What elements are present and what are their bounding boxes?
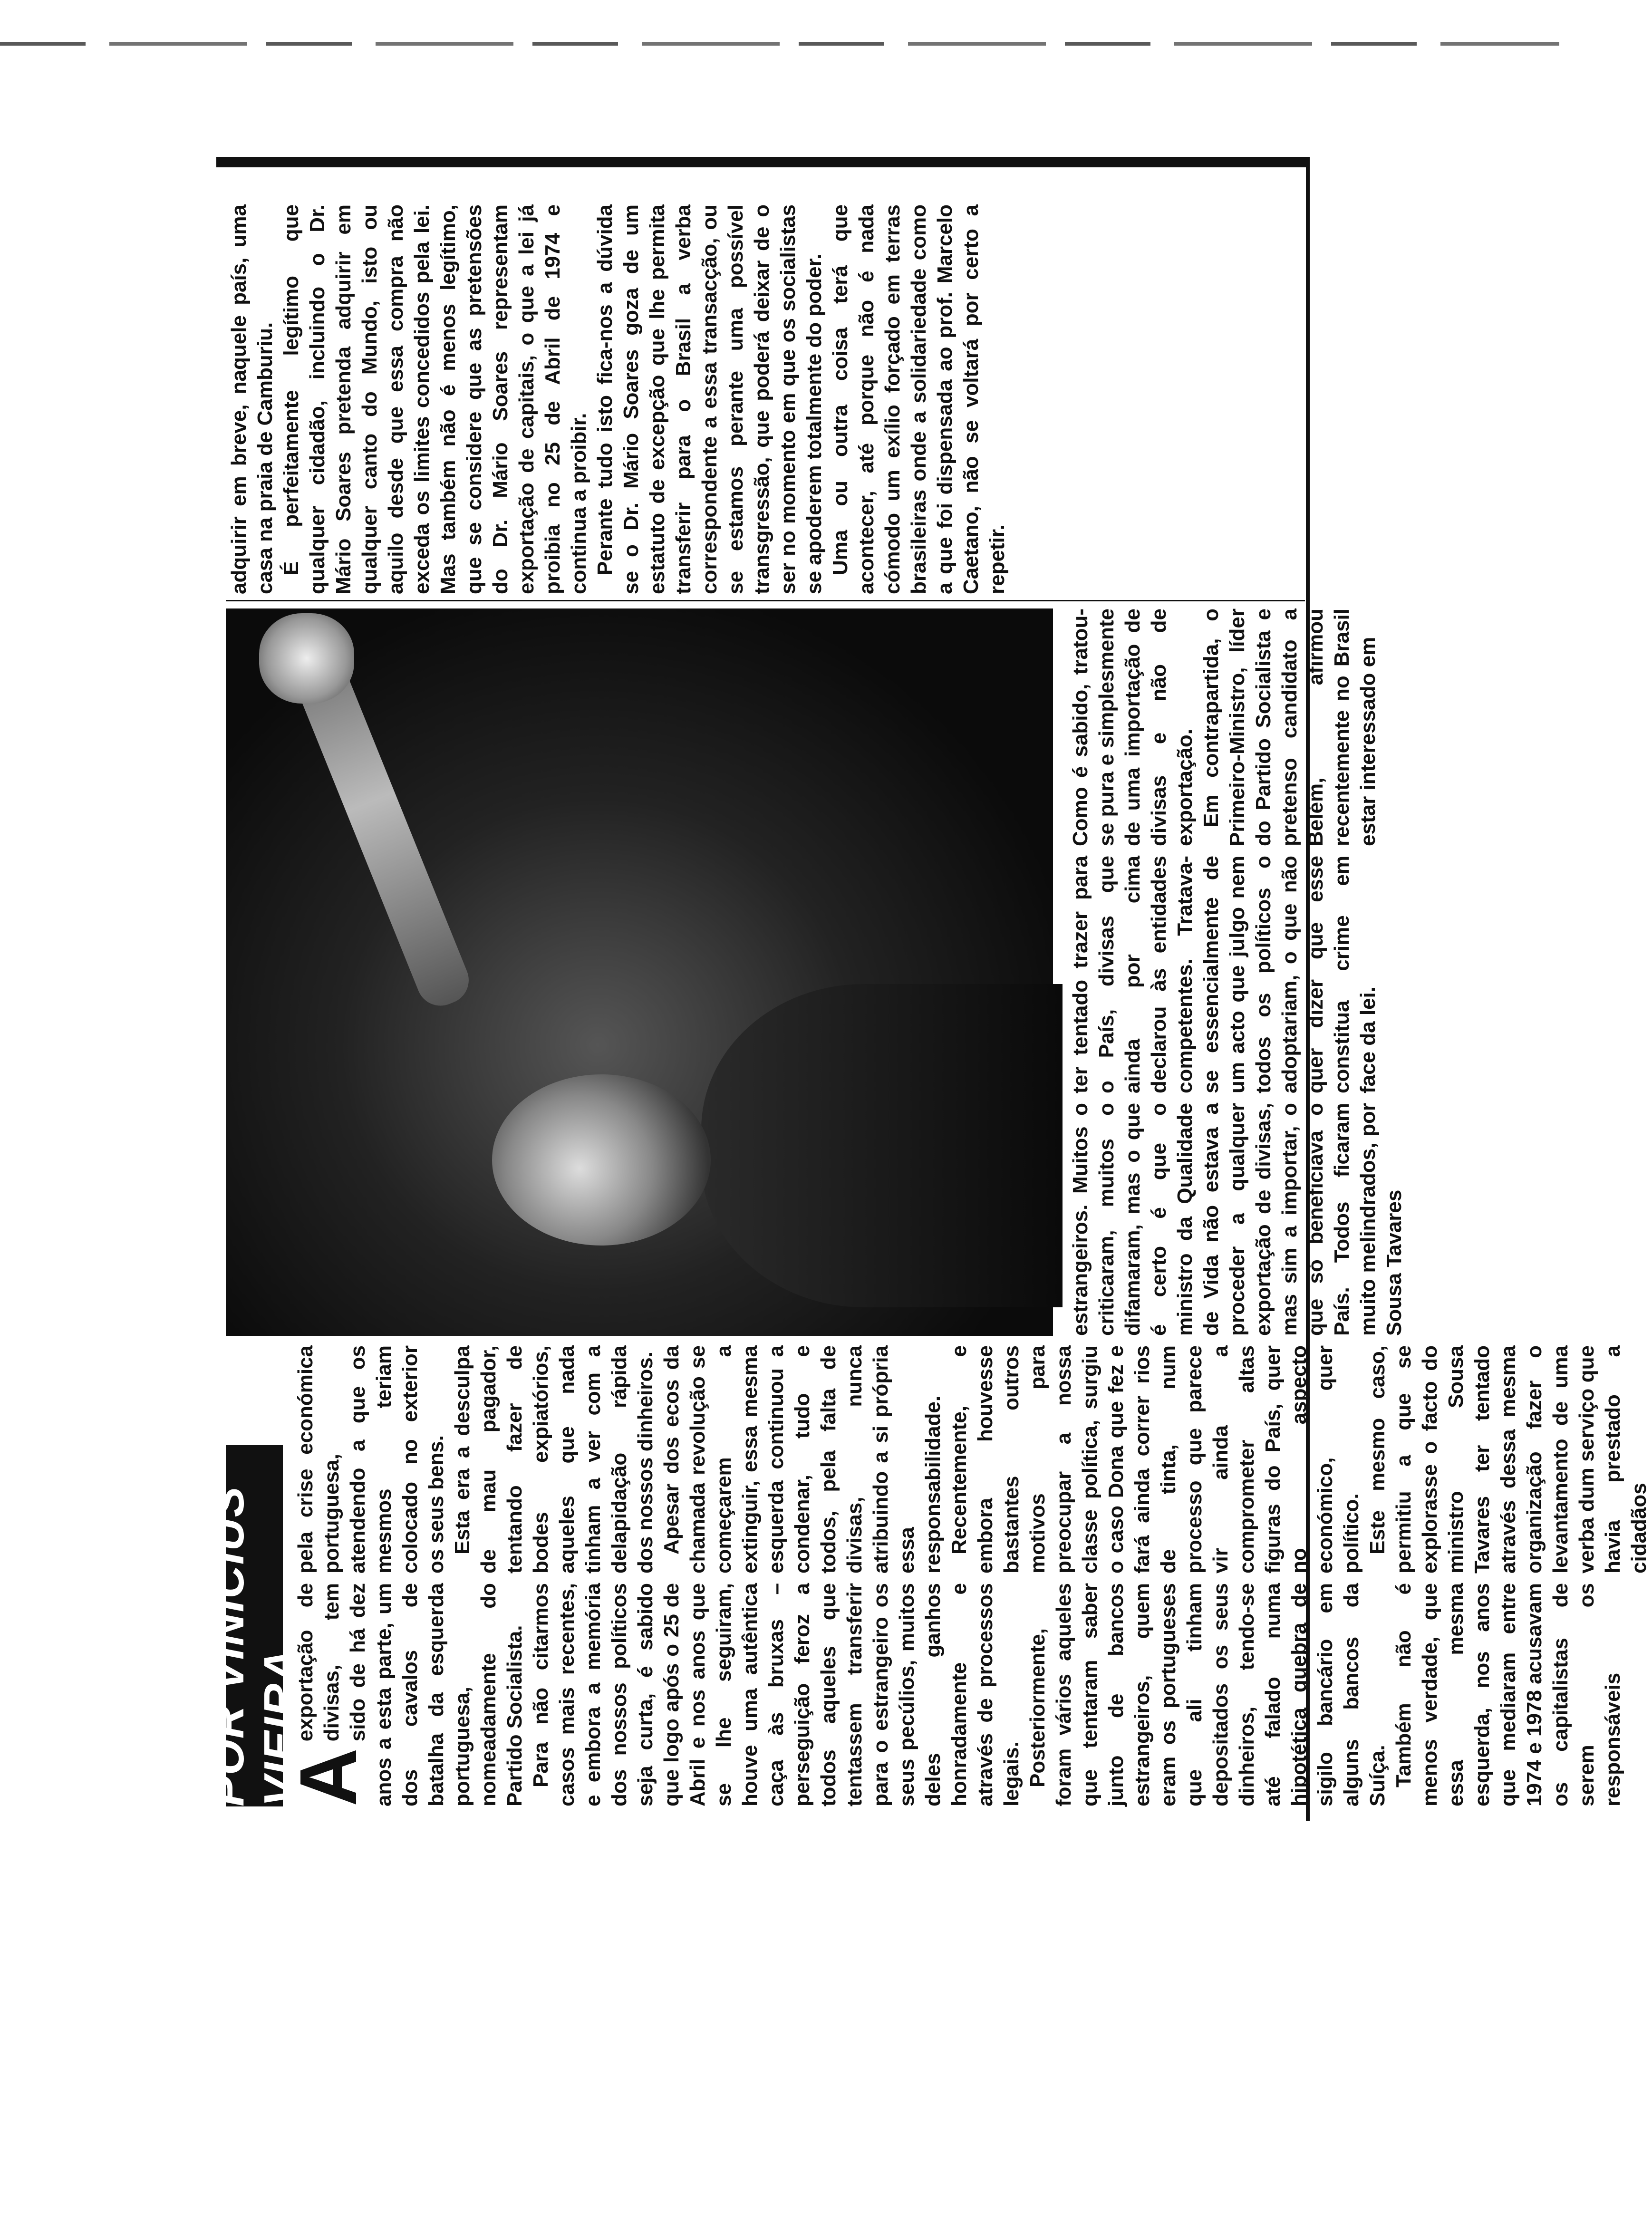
article-column-3 (1067, 1103, 1406, 1336)
newspaper-clipping (203, 157, 1651, 1821)
paragraph: ter tentado trazer para o País, divisas que ainda por cima declarou às entidades competentes. Tratava-se essencialmente de um acto que julgo nem todos os políticos o adoptariam, o que não quer dizer que esse constitua crime em face da lei. (1069, 856, 1380, 1093)
byline: POR VINÍCIUS VIEIRA (226, 1445, 283, 1806)
paragraph: adquirir em breve, naquele país, uma casa na praia de Camburiu. (227, 204, 277, 594)
article-column-5 (1067, 608, 1380, 846)
paragraph: Recentemente, e embora houvesse bastantes outros motivos para preocupar a nossa classe política, surgiu o caso Dona que fez e fará ainda correr rios de tinta, num processo que parece vir ainda a comprometer altas figuras do País, quer no aspecto económico, quer político. (947, 1345, 1363, 1574)
photo-figure-body (701, 984, 1063, 1307)
column-divider (226, 600, 1305, 601)
photo-figure-head (492, 1074, 711, 1246)
paragraph: Em contrapartida, o Primeiro-Ministro, líder do Partido Socialista e pretenso candidato a Belém, afirmou recentemente no Brasil estar interessado em (1199, 608, 1380, 846)
article-column-2 (292, 1345, 1651, 1574)
paragraph: Como é sabido, tratou-se pura e simplesmente de uma importação de divisas e não de exportação. (1069, 608, 1197, 846)
scan-top-edge (0, 42, 1559, 46)
paragraph: Aexportação de divisas, tem sido de há dez anos a esta parte, um dos cavalos de batalha da esquerda portuguesa, nomeadamente do Partido Socialista. (283, 1583, 526, 1806)
paragraph: Também não é menos verdade, que essa mesma esquerda, nos anos que mediaram entre 1974 e 1978 acusavam os capitalistas de serem os responsáveis (1392, 1583, 1624, 1806)
paragraph: Perante tudo isto fica-nos a dúvida se o Dr. Mário Soares goza de um estatuto de excepção que lhe permita transferir para o Brasil a verba correspondente a essa transacção, ou se estamos perante uma possível transgressão, que poderá deixar de o ser no momento em que os socialistas se apoderem totalmente do poder. (593, 204, 826, 594)
paragraph: Este mesmo caso, permitiu a que se explorasse o facto do ministro Sousa Tavares ter tentado através dessa mesma organização fazer o levantamento de uma verba dum serviço que havia prestado a cidadãos (1366, 1345, 1651, 1574)
article-column-6 (226, 204, 1305, 594)
photo-raised-arm (292, 658, 476, 1013)
paragraph: É perfeitamente legítimo que qualquer cidadão, incluindo o Dr. Mário Soares pretenda adquirir em qualquer canto do Mundo, isto ou aquilo desde que essa compra não exceda os limites concedidos pela lei. Mas também não é menos legítimo, que se considere que as pretensões do Dr. Mário Soares representam exportação de capitais, o que a lei já proibia no 25 de Abril de 1974 e continua a proibir. (280, 204, 590, 594)
paragraph: Para não citarmos casos mais recentes, e embora a memória dos nossos políticos seja curta, é sabido que logo após o 25 de Abril e nos anos que se lhe seguiram, houve uma autêntica caça às bruxas – perseguição feroz a todos aqueles que tentassem transferir para o estrangeiro os seus pecúlios, muitos deles ganhos honradamente e através de processos legais. (529, 1583, 1023, 1806)
paragraph: pela crise económica portuguesa, atendendo a que os mesmos teriam colocado no exterior os seus bens. (294, 1345, 448, 1574)
paragraph: Posteriormente, foram vários aqueles que tentaram saber junto de bancos estrangeiros, quem eram os portugueses que ali tinham depositados os seus dinheiros, tendo-se até falado numa hipotética quebra de sigilo bancário em alguns bancos da Suíça. (1026, 1583, 1389, 1806)
paragraph: Apesar dos ecos da chamada revolução se começarem a extinguir, essa mesma esquerda continuou a condenar, tudo e todos, pela falta de divisas, nunca atribuindo a si própria essa responsabilidade. (660, 1345, 945, 1574)
paragraph: Uma ou outra coisa terá que acontecer, até porque não é nada cómodo um exílio forçado em terras brasileiras onde a solidariedade como a que foi dispensada ao prof. Marcelo Caetano, não se voltará por certo a repetir. (829, 204, 1009, 594)
article-photo (226, 608, 1053, 1336)
article-column-1 (283, 1583, 1624, 1806)
paragraph: Esta era a desculpa de mau pagador, tentando fazer de bodes expiatórios, aqueles que nada tinham a ver com a delapidação rápida dos nossos dinheiros. (451, 1345, 657, 1574)
paragraph: estrangeiros. Muitos o criticaram, muitos o difamaram, mas o que é certo é que o ministro da Qualidade de Vida não estava a proceder a qualquer exportação de divisas, mas sim a importar, o que só beneficiava o País. Todos ficaram muito melindrados, por Sousa Tavares (1069, 1103, 1406, 1336)
photo-raised-fist (259, 613, 354, 704)
article-column-4 (1067, 856, 1380, 1093)
